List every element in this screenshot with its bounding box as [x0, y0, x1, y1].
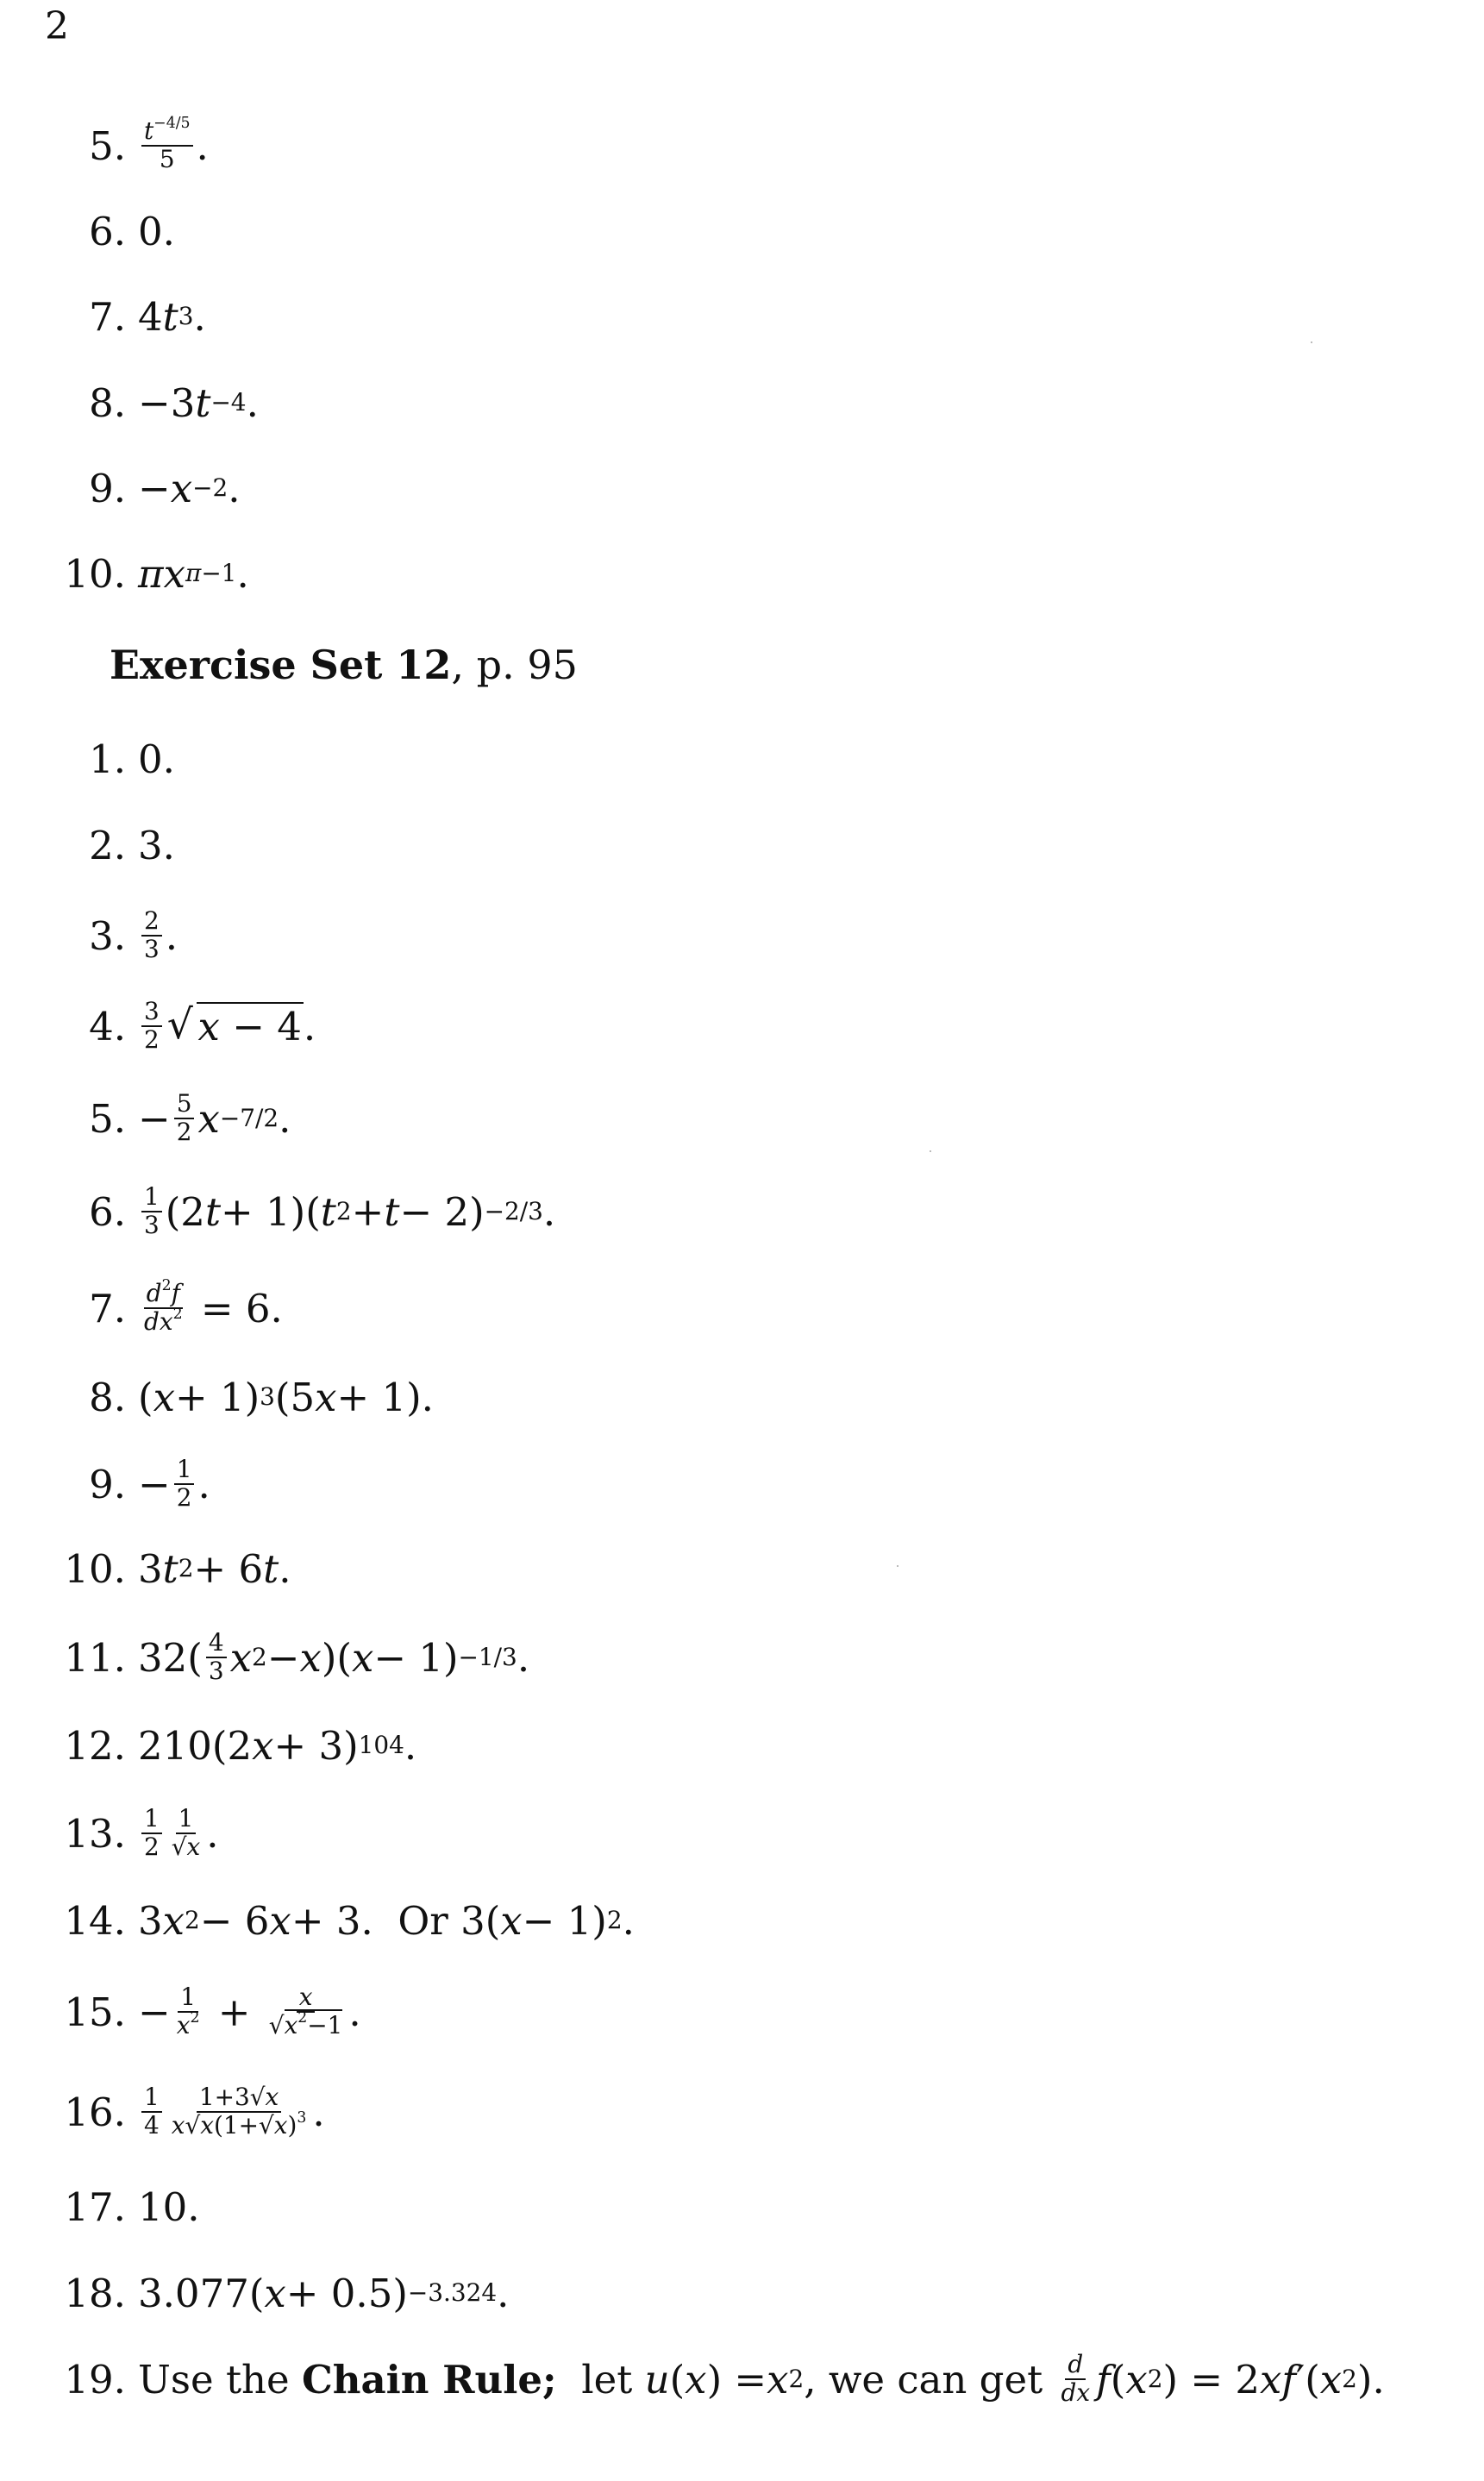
list-item: 11. 32( $\frac{4}{3}$ x 2 − x )( x − 1) −1/3 .	[64, 1628, 530, 1685]
list-item: 18. 3.077( x + 0.5) −3.324 .	[64, 2270, 510, 2316]
list-item: 14. 3 x 2 − 6 x + 3. Or 3( x − 1) 2 .	[64, 1897, 635, 1944]
list-item: 15. − $\frac{1}{x^2}$ + $\frac{x}{√x^2-1}$ .	[64, 1983, 361, 2039]
section-heading: Exercise Set 12 , p. 95	[110, 642, 578, 688]
list-item: 8. −3 t −4 .	[89, 379, 259, 426]
list-item: 10. 3 t 2 + 6 t .	[64, 1545, 291, 1592]
list-item: 9. − $\frac{1}{2}$ .	[89, 1455, 210, 1512]
scan-speck	[1311, 341, 1312, 343]
list-item: 8. ( x + 1) 3 (5 x + 1).	[89, 1374, 434, 1420]
scan-speck	[930, 1150, 931, 1152]
list-item: 2. 3.	[89, 822, 175, 868]
list-item: 9. − x −2 .	[89, 465, 241, 511]
list-item: 7. 4 t 3 .	[89, 293, 206, 340]
list-item: 4. $\frac{3}{2}$ √ x − 4 .	[89, 997, 316, 1054]
list-item: 13. $\frac{1}{2}$ $\frac{1}{√x}$ .	[64, 1804, 219, 1861]
list-item: 10. πx π−1 .	[64, 550, 249, 597]
list-item: 1. 0.	[89, 736, 175, 782]
scan-speck	[897, 1565, 899, 1567]
page-number: 2	[45, 4, 69, 48]
list-item: 5. $\frac{t^{-4/5}}{5}$ .	[89, 115, 209, 173]
list-item: 6. 0.	[89, 208, 175, 254]
list-item: 6. $\frac{1}{3}$ (2 t + 1)( t 2 + t − 2) −2/3 .	[89, 1182, 556, 1239]
list-item: 3. $\frac{2}{3}$ .	[89, 906, 178, 963]
list-item: 19. Use the Chain Rule; let u ( x ) = x 2 , we can get $\frac{d}{dx}$ f ( x 2 ) = 2 xf ′( x 2 ).	[64, 2350, 1385, 2407]
list-item: 5. − $\frac{5}{2}$ x −7/2 .	[89, 1089, 291, 1146]
list-item: 16. $\frac{1}{4}$ $\frac{1+3√x}{x√x(1+√x)^3}$ .	[64, 2083, 325, 2140]
list-item: 12. 210(2 x + 3) 104 .	[64, 1722, 417, 1769]
list-item: 17. 10.	[64, 2183, 200, 2230]
list-item: 7. $\frac{d^2f}{dx^2}$ = 6.	[89, 1277, 283, 1336]
